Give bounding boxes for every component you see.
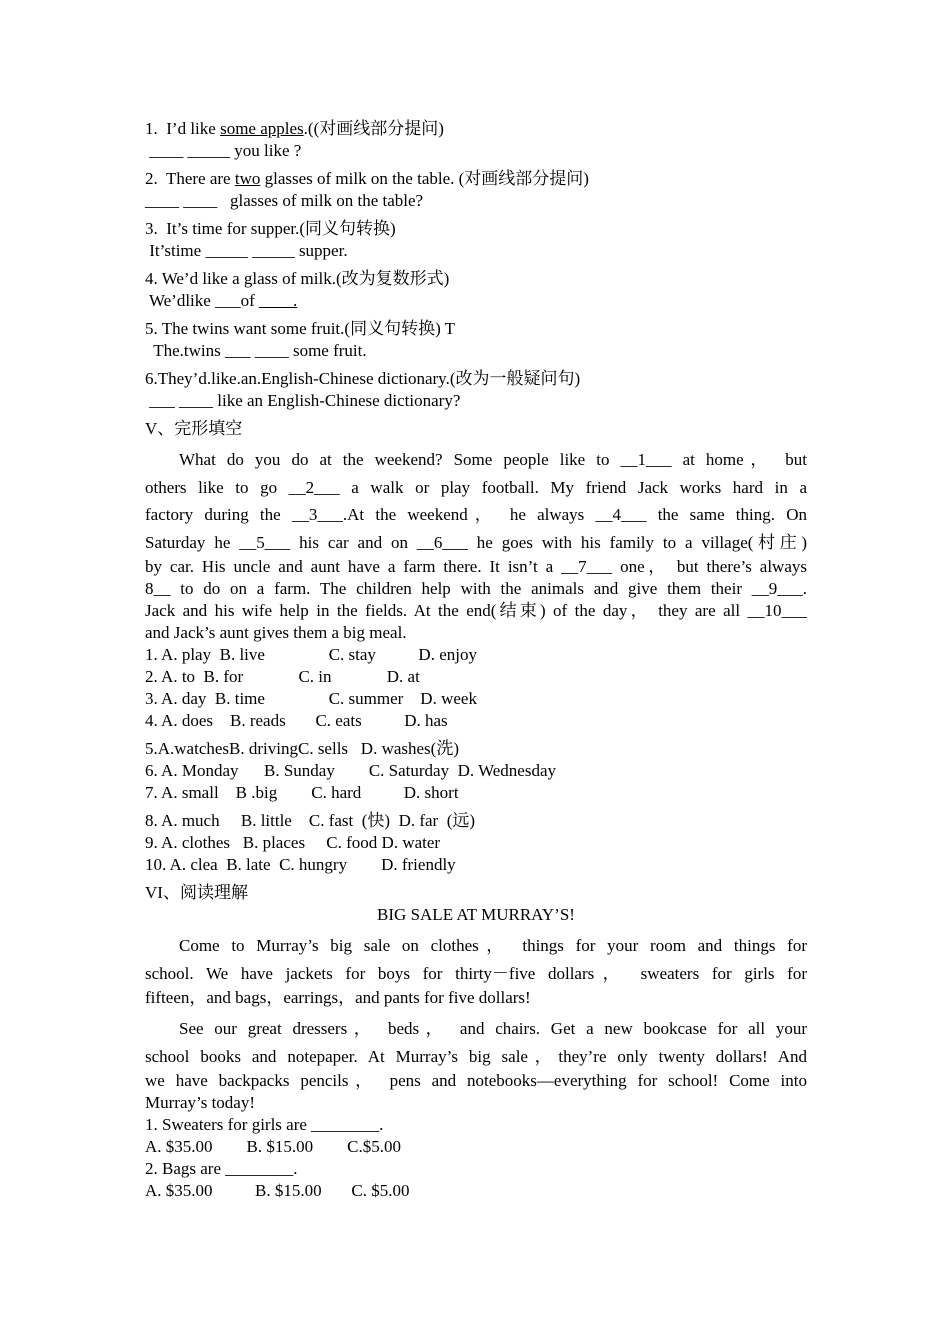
rewrite-answer-6: ___ ____ like an English-Chinese dictionary? xyxy=(145,391,461,410)
reading-line: school. We have jackets for boys for thirty－five dollars， sweaters for girls for xyxy=(145,963,807,983)
option-row: 5.A.watchesB. drivingC. sells D. washes(洗) xyxy=(145,739,459,758)
rewrite-question-1: 1. I’d like some apples.((对画线部分提问) xyxy=(145,119,444,138)
reading-line: school books and notepaper. At Murray’s big sale，they’re only twenty dollars! And xyxy=(145,1046,807,1066)
option-row: 1. A. play B. live C. stay D. enjoy xyxy=(145,645,477,664)
reading-passage xyxy=(145,932,807,1114)
reading-line: we have backpacks pencils， pens and notebooks—everything for school! Come into xyxy=(145,1071,807,1090)
section-6-title: VI、阅读理解 xyxy=(145,883,248,902)
option-row: 10. A. clea B. late C. hungry D. friendly xyxy=(145,855,456,874)
option-row: 6. A. Monday B. Sunday C. Saturday D. Wednesday xyxy=(145,761,557,780)
reading-line: Murray’s today! xyxy=(145,1093,256,1112)
option-row: 3. A. day B. time C. summer D. week xyxy=(145,689,477,708)
cloze-passage xyxy=(145,446,807,644)
cloze-line: by car. His uncle and aunt have a farm there. It isn’t a __7___ one， but there’s always xyxy=(145,557,807,576)
option-row: 2. A. to B. for C. in D. at xyxy=(145,667,420,686)
cloze-line: and Jack’s aunt gives them a big meal. xyxy=(145,623,407,642)
rewrite-answer-1: ____ _____ you like ? xyxy=(145,141,302,160)
reading-title: BIG SALE AT MURRAY’S! xyxy=(377,905,575,924)
rewrite-answer-4: We’dlike ___of ____. xyxy=(145,291,298,310)
underlined-part: two xyxy=(234,169,261,188)
cloze-line: factory during the __3___.At the weekend， he always __4___ the same thing. On xyxy=(145,505,807,524)
rewrite-question-3: 3. It’s time for supper.(同义句转换) xyxy=(145,219,396,238)
question: 2. Bags are ________. xyxy=(145,1159,298,1178)
underlined-part: some apples xyxy=(220,119,304,138)
rewrite-question-2: 2. There are two glasses of milk on the table. (对画线部分提问) xyxy=(145,169,589,188)
rewrite-answer-5: The.twins ___ ____ some fruit. xyxy=(145,341,367,360)
rewrite-answer-3: It’stime _____ _____ supper. xyxy=(145,241,348,260)
section-5-title: V、完形填空 xyxy=(145,419,243,438)
cloze-line: Saturday he __5___ his car and on __6___ he goes with his family to a village(村庄) xyxy=(145,532,807,552)
document-page xyxy=(145,118,807,1202)
cloze-line: Jack and his wife help in the fields. At the end(结束) of the day， they are all __10___ xyxy=(145,601,807,620)
rewrite-question-4: 4. We’d like a glass of milk.(改为复数形式) xyxy=(145,269,450,288)
option-row: 9. A. clothes B. places C. food D. water xyxy=(145,833,441,852)
cloze-line: What do you do at the weekend? Some people like to __1___ at home， but xyxy=(179,450,807,469)
rewrite-question-6: 6.They’d.like.an.English-Chinese dictionary.(改为一般疑问句) xyxy=(145,369,581,388)
question-options: A. $35.00 B. $15.00 C.$5.00 xyxy=(145,1137,401,1156)
cloze-line: 8__ to do on a farm. The children help with the animals and give them their __9___. xyxy=(145,579,807,598)
question-options: A. $35.00 B. $15.00 C. $5.00 xyxy=(145,1181,410,1200)
cloze-line: others like to go __2___ a walk or play football. My friend Jack works hard in a xyxy=(145,477,807,497)
option-row: 4. A. does B. reads C. eats D. has xyxy=(145,711,448,730)
reading-line: fifteen，and bags，earrings，and pants for five dollars! xyxy=(145,988,531,1007)
rewrite-section xyxy=(145,118,807,412)
option-row: 7. A. small B .big C. hard D. short xyxy=(145,783,459,802)
option-row: 8. A. much B. little C. fast (快) D. far (远) xyxy=(145,811,476,830)
question: 1. Sweaters for girls are ________. xyxy=(145,1115,384,1134)
cloze-options xyxy=(145,644,807,876)
reading-line: Come to Murray’s big sale on clothes， things for your room and things for xyxy=(179,936,807,955)
reading-questions xyxy=(145,1114,807,1202)
rewrite-answer-2: ____ ____ glasses of milk on the table? xyxy=(145,191,424,210)
reading-line: See our great dressers， beds， and chairs. Get a new bookcase for all your xyxy=(179,1019,807,1038)
rewrite-question-5: 5. The twins want some fruit.(同义句转换) T xyxy=(145,319,456,338)
